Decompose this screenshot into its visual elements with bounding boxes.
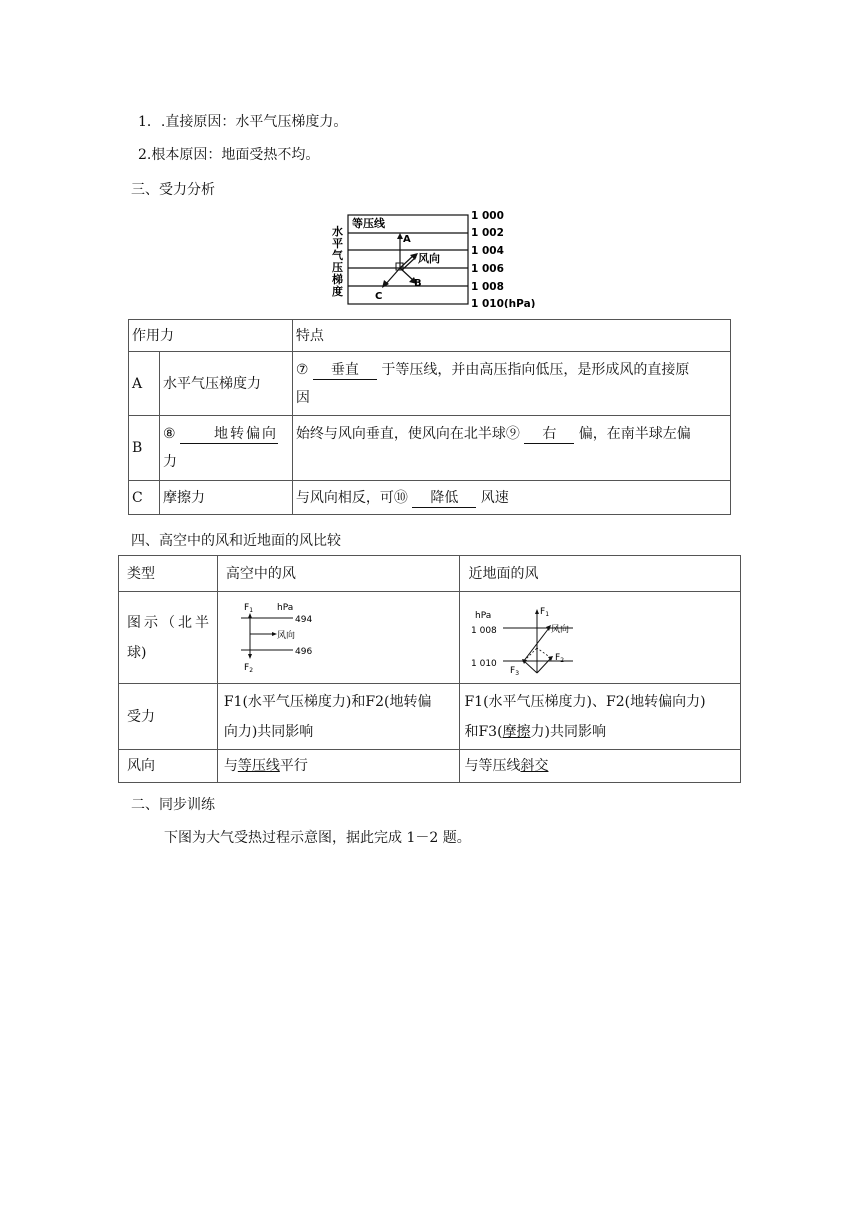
high-unit-label: hPa: [276, 602, 294, 613]
cause-direct: 1．.直接原因：水平气压梯度力。: [138, 114, 348, 130]
force-table: [128, 319, 731, 515]
row-c-letter: C: [129, 481, 160, 515]
near-force-text: F1(水平气压梯度力)、F2(地转偏向力) 和F3(摩擦力)共同影响: [460, 684, 741, 750]
isobar-value: 1 004: [471, 245, 504, 257]
header-force: 作用力: [129, 320, 293, 352]
answer-blank-7: 垂直: [313, 361, 377, 380]
diagram-label: 图示（北半 球): [119, 592, 218, 684]
near-f1-label: $F_1$: [540, 606, 550, 618]
gradient-label-char: 水: [332, 225, 343, 238]
high-force-text: F1(水平气压梯度力)和F2(地转偏 向力)共同影响: [217, 684, 460, 750]
near-wind-direction: 与等压线斜交: [460, 750, 741, 783]
gradient-label-char: 气: [332, 249, 343, 262]
isobar-value: 1 006: [471, 263, 504, 275]
row-a-feature: ⑦ 垂直 于等压线，并由高压指向低压，是形成风的直接原 因: [292, 352, 730, 416]
near-p2-label: 1 010: [471, 658, 498, 669]
high-p1-label: 494: [294, 614, 313, 625]
header-type: 类型: [119, 556, 218, 592]
practice-intro: 下图为大气受热过程示意图，据此完成 1－2 题。: [164, 830, 471, 846]
row-c-name: 摩擦力: [159, 481, 292, 515]
gradient-label-char: 度: [332, 285, 343, 298]
row-b-feature: 始终与风向垂直，使风向在北半球⑨ 右 偏，在南半球左偏: [292, 416, 730, 481]
header-near: 近地面的风: [460, 556, 741, 592]
force-analysis-diagram: [330, 208, 550, 308]
near-f2-label: $F_2$: [555, 652, 565, 664]
section3-heading: 三、受力分析: [131, 182, 215, 198]
comparison-table: [118, 555, 741, 783]
row-b-name: ⑧ 地转偏向 力: [159, 416, 292, 481]
high-wind-label: 风向: [276, 630, 295, 641]
row-a-letter: A: [129, 352, 160, 416]
row-c-feature: 与风向相反，可⑩ 降低 风速: [292, 481, 730, 515]
high-f1-label: $F_1$: [243, 602, 253, 614]
high-p2-label: 496: [294, 646, 313, 657]
high-wind-diagram-cell: [217, 592, 460, 684]
isobar-value: 1 002: [471, 227, 504, 239]
high-wind-direction: 与等压线平行: [217, 750, 460, 783]
header-feature: 特点: [292, 320, 730, 352]
near-wind-label: 风向: [551, 624, 570, 635]
label-a: A: [403, 234, 411, 245]
header-high: 高空中的风: [217, 556, 460, 592]
wind-row-label: 风向: [119, 750, 218, 783]
force-row-label: 受力: [119, 684, 218, 750]
label-wind: 风向: [418, 252, 440, 265]
near-wind-diagram-cell: [460, 592, 741, 684]
near-unit-label: hPa: [475, 610, 492, 621]
isobar-value: 1 000: [471, 210, 504, 222]
isobar-value: 1 008: [471, 281, 504, 293]
label-c: C: [375, 291, 383, 302]
gradient-label-char: 梯: [332, 273, 343, 286]
near-f3-label: $F_3$: [510, 665, 520, 677]
answer-blank-10: 降低: [412, 489, 476, 508]
section4-heading: 四、高空中的风和近地面的风比较: [131, 533, 341, 549]
gradient-label-char: 压: [332, 261, 343, 274]
isobar-box-label: 等压线: [352, 217, 385, 230]
near-wind-diagram: [469, 598, 589, 678]
answer-blank-9: 右: [524, 425, 574, 444]
gradient-label-char: 平: [332, 237, 343, 250]
cause-root: 2.根本原因：地面受热不均。: [138, 147, 320, 163]
row-a-name: 水平气压梯度力: [159, 352, 292, 416]
label-b: B: [414, 278, 422, 289]
high-wind-diagram: [239, 598, 339, 678]
isobar-value: 1 010(hPa): [471, 298, 536, 308]
high-f2-label: $F_2$: [243, 662, 253, 674]
row-b-letter: B: [129, 416, 160, 481]
near-p1-label: 1 008: [471, 625, 498, 636]
practice-heading: 二、同步训练: [131, 797, 215, 813]
answer-blank-8: 地转偏向: [180, 425, 278, 444]
